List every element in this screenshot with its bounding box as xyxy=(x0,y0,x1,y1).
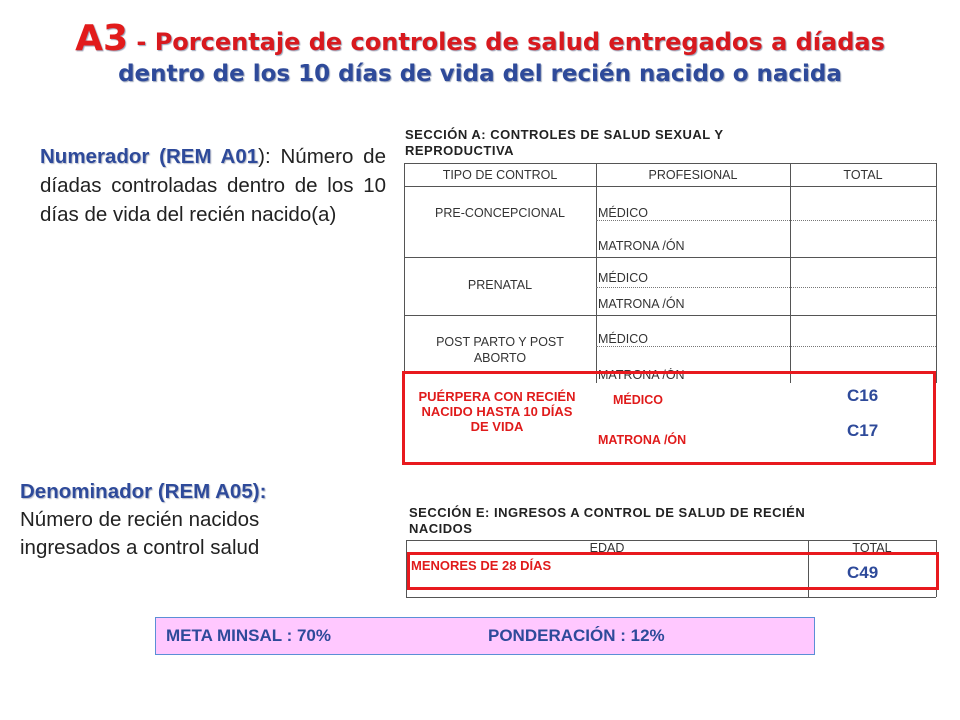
row-postparto-matrona: MATRONA /ÓN xyxy=(598,368,685,382)
row-postparto-label: POST PARTO Y POST ABORTO xyxy=(436,335,564,365)
header-profesional: PROFESIONAL xyxy=(648,168,738,182)
page-title xyxy=(20,18,940,87)
title-line-1-text: - Porcentaje de controles de salud entregados a díadas xyxy=(128,28,885,56)
numerator-block xyxy=(40,142,386,229)
denominator-block xyxy=(20,478,320,562)
meta-ponderacion: PONDERACIÓN : 12% xyxy=(488,626,665,645)
row-prenatal-label: PRENATAL xyxy=(467,278,533,292)
numerator-text: Número de díadas controladas dentro de los 10 días de vida del recién nacido(a) xyxy=(40,145,386,226)
title-line-2: dentro de los 10 días de vida del recién nacido o nacida xyxy=(118,61,842,87)
row-menores-28-dias: MENORES DE 28 DÍAS xyxy=(411,558,552,573)
title-line-1 xyxy=(20,18,940,59)
header-total: TOTAL xyxy=(843,168,883,182)
row-puerpera-medico: MÉDICO xyxy=(613,393,663,407)
row-preconcepcional-matrona: MATRONA /ÓN xyxy=(598,239,685,253)
highlight-box-menores xyxy=(407,552,939,590)
code-c16: C16 xyxy=(847,386,879,405)
row-preconcepcional-medico: MÉDICO xyxy=(598,206,648,220)
meta-minsal: META MINSAL : 70% xyxy=(166,626,331,645)
section-e-title: SECCIÓN E: INGRESOS A CONTROL DE SALUD DE RECIÉN NACIDOS xyxy=(409,505,806,536)
title-code: A3 xyxy=(75,18,129,59)
highlight-box-puerpera xyxy=(402,371,936,465)
numerator-label: Numerador (REM A01 xyxy=(40,145,259,168)
code-c49: C49 xyxy=(847,563,879,582)
numerator-label-end: ): xyxy=(258,145,271,168)
row-puerpera-label: PUÉRPERA CON RECIÉN NACIDO HASTA 10 DÍAS DE VIDA xyxy=(418,389,576,434)
denominator-label: Denominador (REM A05): xyxy=(20,480,267,503)
code-c17: C17 xyxy=(847,421,879,440)
header-edad: EDAD xyxy=(589,541,625,553)
row-prenatal-medico: MÉDICO xyxy=(598,271,648,285)
meta-box xyxy=(155,617,815,655)
row-prenatal-matrona: MATRONA /ÓN xyxy=(598,297,685,311)
section-a-title: SECCIÓN A: CONTROLES DE SALUD SEXUAL Y REPRODUCTIVA xyxy=(405,127,724,158)
row-preconcepcional-label: PRE-CONCEPCIONAL xyxy=(435,206,565,220)
row-puerpera-matrona: MATRONA /ÓN xyxy=(598,433,687,447)
header-tipo-control: TIPO DE CONTROL xyxy=(442,168,558,182)
row-postparto-medico: MÉDICO xyxy=(598,332,648,346)
denominator-text: Número de recién nacidos ingresados a control salud xyxy=(20,508,260,559)
header-total-e: TOTAL xyxy=(852,541,892,553)
